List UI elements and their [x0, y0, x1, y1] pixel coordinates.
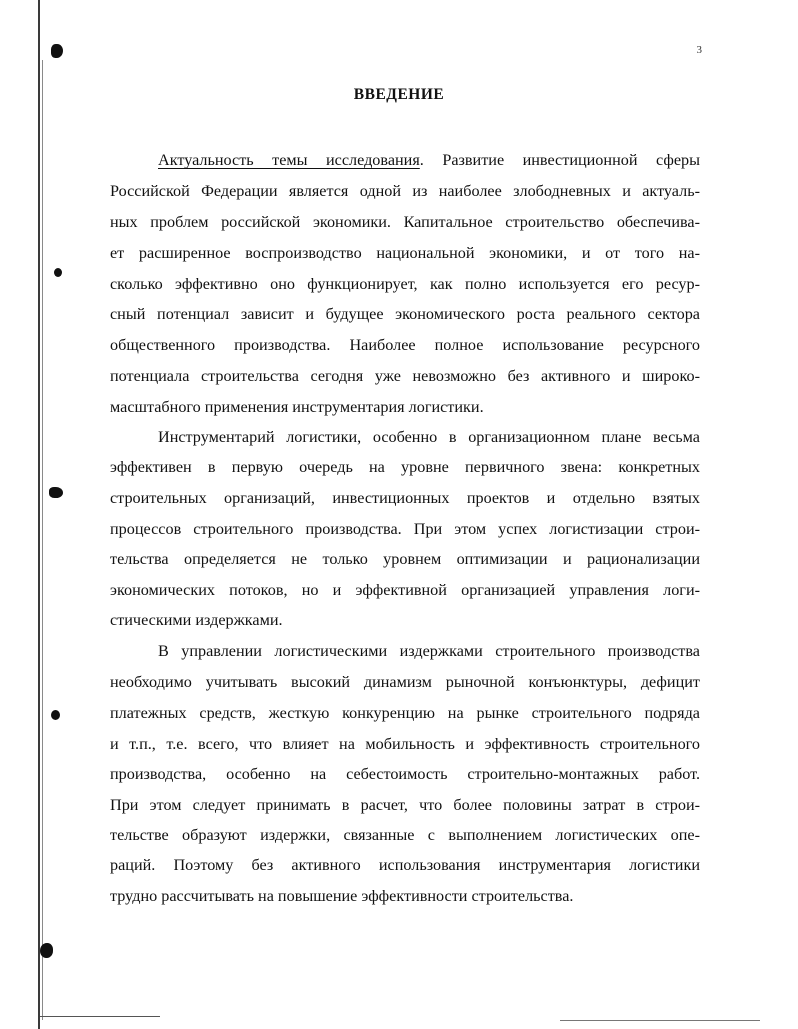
underlined-lead-text: Актуальность темы исследования: [158, 151, 420, 169]
paragraph-line: тельства определяется не только уровнем оптимизации и рационализации: [110, 550, 700, 568]
paragraph-line: ет расширенное воспроизводство национальной экономики, и от того на-: [110, 244, 700, 262]
paragraph-line: масштабного применения инструментария логистики.: [110, 398, 484, 416]
punch-hole-mark: [40, 943, 53, 958]
paragraph-line: сколько эффективно оно функционирует, как полно используется его ресур-: [110, 275, 700, 293]
paragraph-line: Российской Федерации является одной из наиболее злободневных и актуаль-: [110, 182, 700, 200]
punch-hole-mark: [49, 487, 63, 498]
page-number: 3: [696, 44, 702, 56]
paragraph-line: производства, особенно на себестоимость строительно-монтажных работ.: [110, 765, 700, 783]
paragraph-line: эффективен в первую очередь на уровне первичного звена: конкретных: [110, 458, 700, 476]
paragraph-line: ных проблем российской экономики. Капитальное строительство обеспечива-: [110, 213, 700, 231]
scan-margin-line: [42, 60, 43, 1020]
paragraph-line: При этом следует принимать в расчет, что более половины затрат в строи-: [110, 796, 700, 814]
paragraph-line: строительных организаций, инвестиционных проектов и отдельно взятых: [110, 489, 700, 507]
paragraph-line: потенциала строительства сегодня уже невозможно без активного и широко-: [110, 367, 700, 385]
scan-margin-line: [38, 0, 40, 1029]
paragraph-line: В управлении логистическими издержками строительного производства: [158, 642, 700, 660]
paragraph-line: процессов строительного производства. При этом успех логистизации строи-: [110, 520, 700, 538]
page-title: ВВЕДЕНИЕ: [353, 86, 445, 103]
paragraph-line: необходимо учитывать высокий динамизм рыночной конъюнктуры, дефицит: [110, 673, 700, 691]
scan-bottom-line: [560, 1020, 760, 1021]
punch-hole-mark: [51, 44, 63, 58]
punch-hole-mark: [51, 710, 60, 720]
punch-hole-mark: [54, 268, 62, 277]
paragraph-line: [158, 148, 700, 172]
paragraph-line: платежных средств, жесткую конкуренцию на рынке строительного подряда: [110, 704, 700, 722]
paragraph-line: тельстве образуют издержки, связанные с выполнением логистических опе-: [110, 826, 700, 844]
paragraph-line: общественного производства. Наиболее полное использование ресурсного: [110, 336, 700, 354]
paragraph-text: . Развитие инвестиционной сферы: [419, 151, 700, 169]
paragraph-line: Инструментарий логистики, особенно в организационном плане весьма: [158, 428, 700, 446]
scan-bottom-line: [40, 1016, 160, 1017]
paragraph-line: трудно рассчитывать на повышение эффективности строительства.: [110, 887, 574, 905]
paragraph-line: и т.п., т.е. всего, что влияет на мобильность и эффективность строительного: [110, 735, 700, 753]
paragraph-line: экономических потоков, но и эффективной организацией управления логи-: [110, 581, 700, 599]
paragraph-line: стическими издержками.: [110, 611, 283, 629]
paragraph-line: раций. Поэтому без активного использования инструментария логистики: [110, 856, 700, 874]
paragraph-line: сный потенциал зависит и будущее экономического роста реального сектора: [110, 305, 700, 323]
